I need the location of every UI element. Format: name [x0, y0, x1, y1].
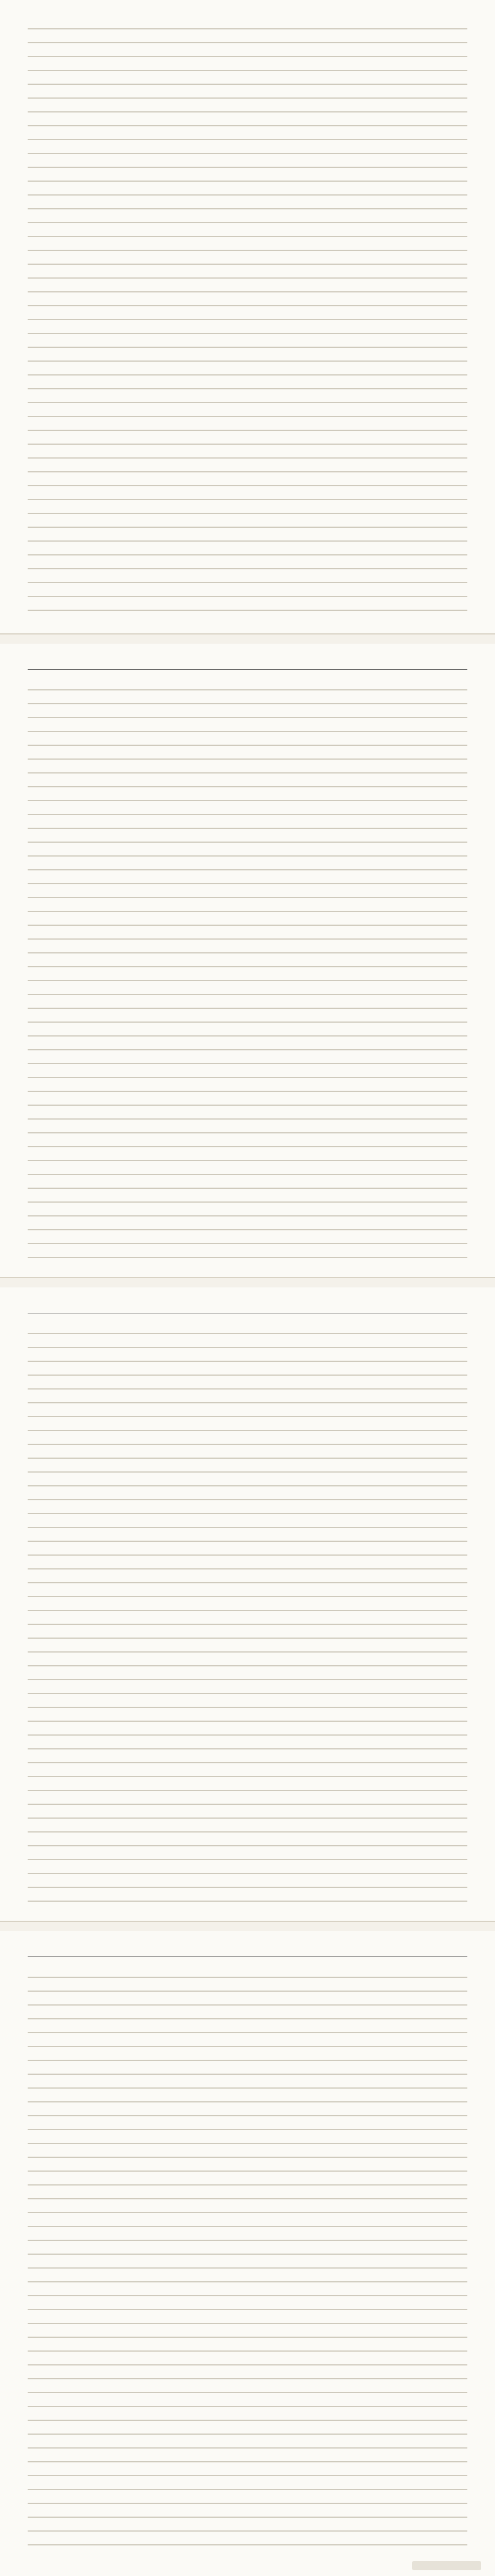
page-4: [0, 1931, 495, 2576]
running-head: [28, 1931, 467, 1957]
running-head: [28, 644, 467, 670]
page-3: [0, 1287, 495, 1922]
body-text: [28, 23, 467, 611]
page-2: [0, 644, 495, 1278]
page-1: [0, 0, 495, 634]
running-head: [28, 1287, 467, 1313]
body-text: [28, 684, 467, 1261]
body-text: [28, 1328, 467, 1905]
body-text: [28, 1972, 467, 2548]
watermark: [412, 2561, 481, 2570]
